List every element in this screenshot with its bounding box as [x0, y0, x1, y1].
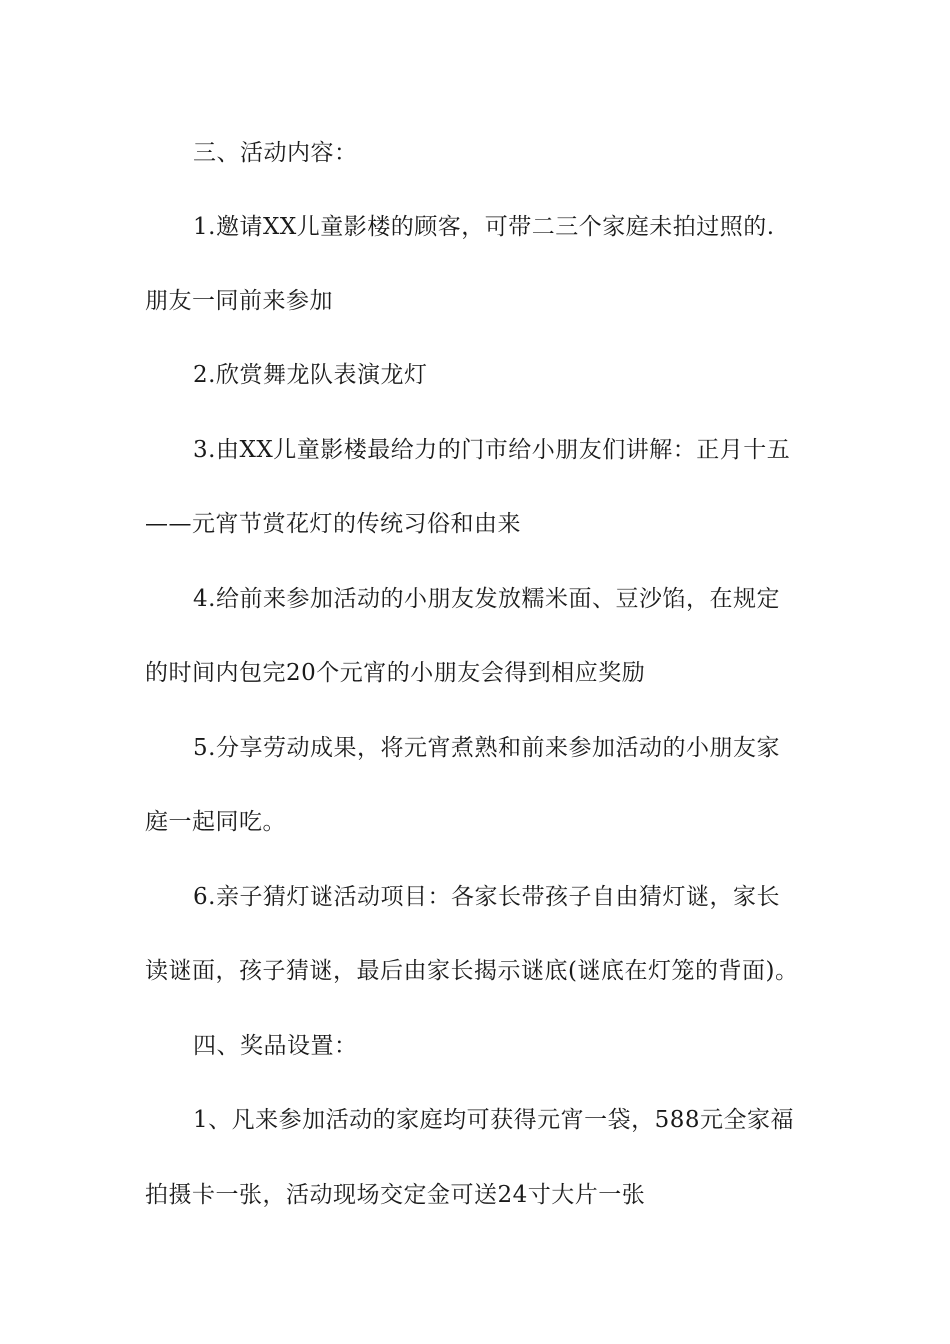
- paragraph-line: 1.邀请XX儿童影楼的顾客，可带二三个家庭未拍过照的.: [193, 214, 775, 240]
- paragraph-line: 的时间内包完20个元宵的小朋友会得到相应奖励: [145, 660, 646, 686]
- paragraph-line: 5.分享劳动成果，将元宵煮熟和前来参加活动的小朋友家: [193, 735, 780, 761]
- section-heading-prizes: 四、奖品设置：: [193, 1033, 358, 1059]
- paragraph-line: 庭一起同吃。: [145, 809, 286, 835]
- paragraph-line: 3.由XX儿童影楼最给力的门市给小朋友们讲解：正月十五: [193, 437, 791, 463]
- paragraph-line: ——元宵节赏花灯的传统习俗和由来: [145, 511, 521, 537]
- paragraph-line: 1、凡来参加活动的家庭均可获得元宵一袋，588元全家福: [193, 1107, 795, 1133]
- section-heading-activity-content: 三、活动内容：: [193, 140, 358, 166]
- paragraph-line: 4.给前来参加活动的小朋友发放糯米面、豆沙馅，在规定: [193, 586, 780, 612]
- paragraph-line: 拍摄卡一张，活动现场交定金可送24寸大片一张: [145, 1182, 646, 1208]
- paragraph-line: 朋友一同前来参加: [145, 288, 333, 314]
- paragraph-line: 2.欣赏舞龙队表演龙灯: [193, 362, 428, 388]
- paragraph-line: 6.亲子猜灯谜活动项目：各家长带孩子自由猜灯谜，家长: [193, 884, 780, 910]
- paragraph-line: 读谜面，孩子猜谜，最后由家长揭示谜底(谜底在灯笼的背面)。: [145, 958, 799, 984]
